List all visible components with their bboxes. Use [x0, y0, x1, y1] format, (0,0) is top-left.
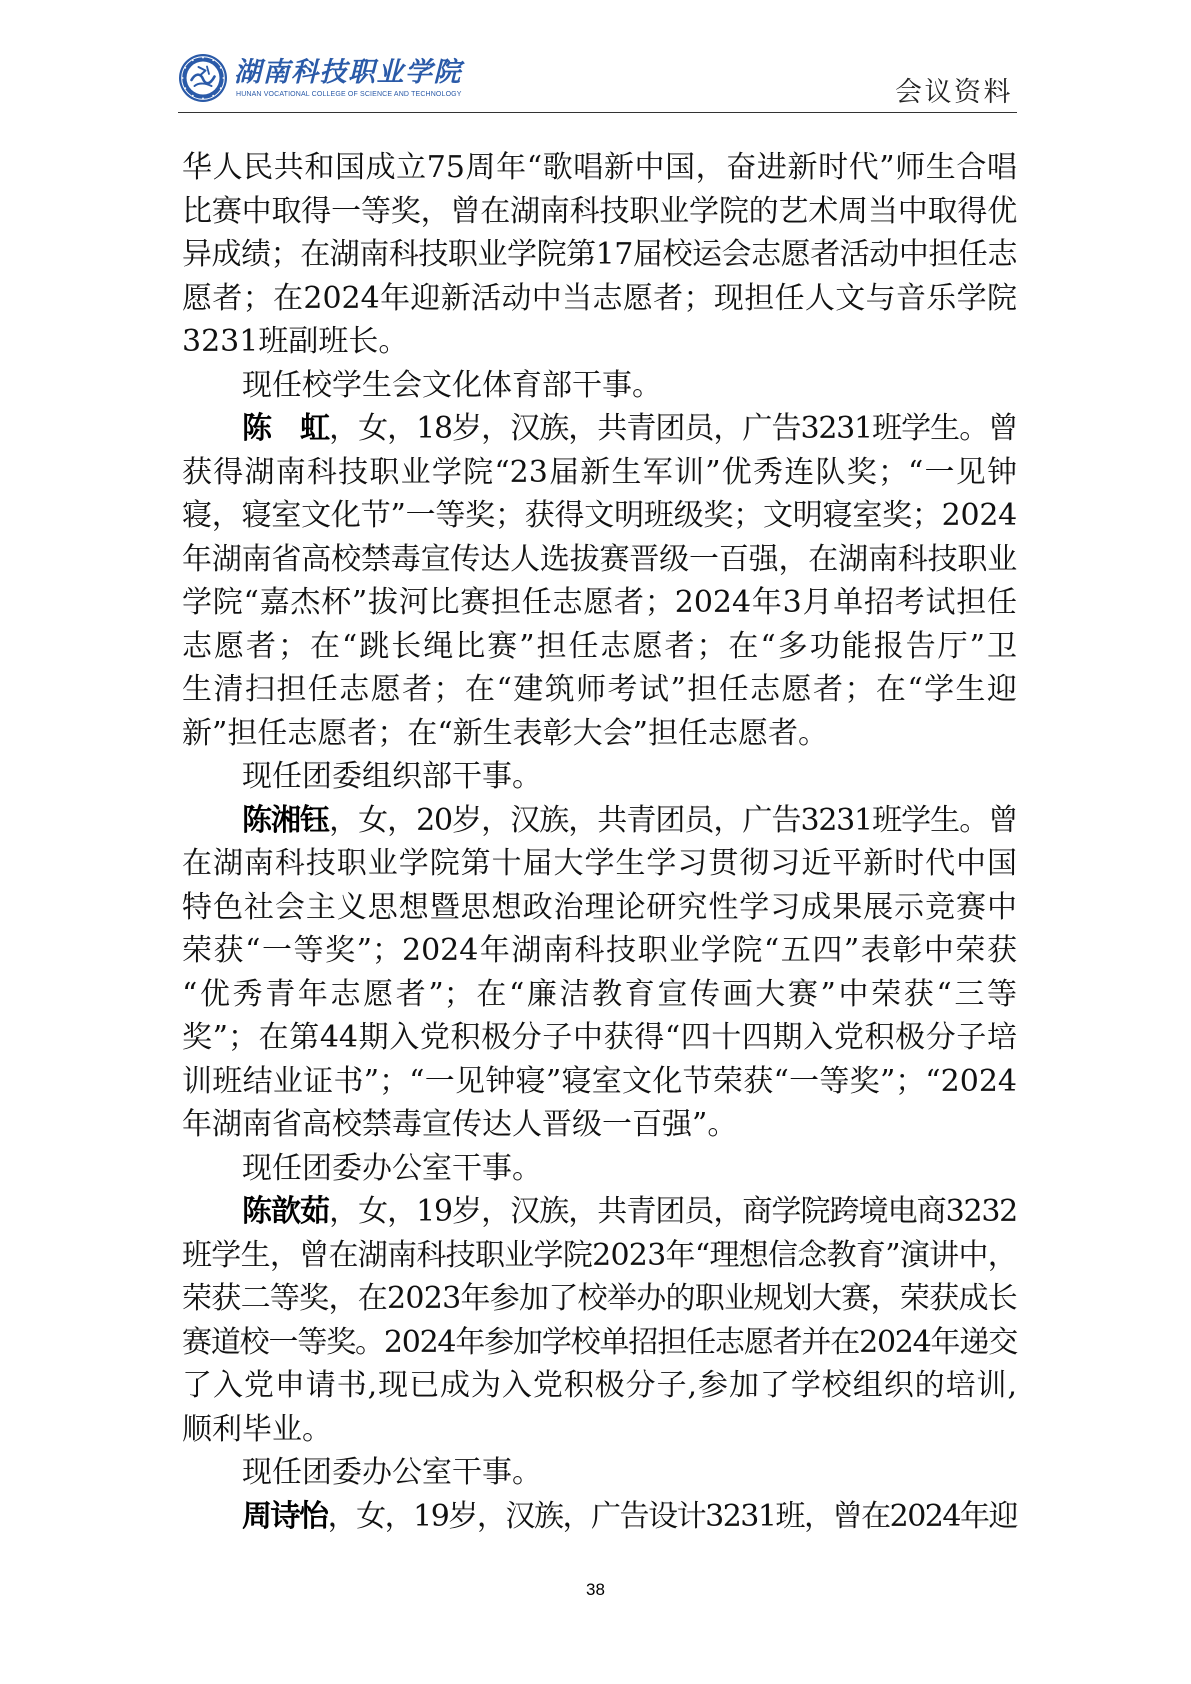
profile-paragraph	[182, 1190, 1017, 1451]
text-line: 生清扫担任志愿者；在“建筑师考试”担任志愿者；在“学生迎	[182, 672, 1017, 707]
text-line: 新”担任志愿者；在“新生表彰大会”担任志愿者。	[182, 715, 829, 751]
text-line: 训班结业证书”；“一见钟寝”寝室文化节荣获“一等奖”；“2024	[182, 1063, 1017, 1099]
text-line: 现任团委办公室干事。	[242, 1455, 542, 1490]
line-text: ，女，19岁，汉族，广告设计3231班，曾在2024年迎	[327, 1498, 1018, 1534]
text-line: 年湖南省高校禁毒宣传达人选拔赛晋级一百强，在湖南科技职业	[182, 541, 1017, 577]
text-line: 3231班副班长。	[182, 324, 409, 359]
line-text: ，女，18岁，汉族，共青团员，广告3231班学生。曾	[329, 411, 1017, 446]
text-line: 奖”；在第44期入党积极分子中获得“四十四期入党积极分子培	[182, 1020, 1017, 1055]
text-line: 现任团委办公室干事。	[242, 1150, 542, 1186]
text-line: 班学生，曾在湖南科技职业学院2023年“理想信念教育”演讲中，	[182, 1237, 1017, 1273]
text-line: 年湖南省高校禁毒宣传达人晋级一百强”。	[182, 1107, 738, 1142]
college-emblem-icon	[178, 53, 228, 103]
document-body	[182, 146, 1017, 1538]
person-name: 陈湘钰	[242, 802, 330, 838]
person-name: 陈 虹	[242, 411, 330, 446]
text-line: 学院“嘉杰杯”拔河比赛担任志愿者；2024年3月单招考试担任	[182, 585, 1017, 620]
text-line: 现任校学生会文化体育部干事。	[242, 367, 662, 403]
profile-paragraph	[182, 1495, 1017, 1539]
text-line: 了入党申请书,现已成为入党积极分子,参加了学校组织的培训,	[182, 1368, 1017, 1403]
person-name: 陈歆茹	[242, 1194, 330, 1229]
text-line: 荣获“一等奖”；2024年湖南科技职业学院“五四”表彰中荣获	[182, 933, 1017, 968]
profile-paragraph	[182, 407, 1017, 755]
line-text: ，女，20岁，汉族，共青团员，广告3231班学生。曾	[329, 802, 1017, 838]
text-line: 赛道校一等奖。2024年参加学校单招担任志愿者并在2024年递交	[182, 1324, 1017, 1360]
text-line	[182, 1190, 1017, 1234]
header-divider	[178, 112, 1017, 113]
document-label: 会议资料	[895, 77, 1013, 108]
paragraph	[182, 364, 1017, 408]
text-line	[182, 1495, 1017, 1539]
text-line: 志愿者；在“跳长绳比赛”担任志愿者；在“多功能报告厅”卫	[182, 628, 1017, 664]
person-name: 周诗怡	[242, 1498, 328, 1534]
text-line: 获得湖南科技职业学院“23届新生军训”优秀连队奖；“一见钟	[182, 454, 1017, 490]
line-text: ，女，19岁，汉族，共青团员，商学院跨境电商3232	[329, 1194, 1017, 1229]
paragraph	[182, 755, 1017, 799]
text-line: 荣获二等奖，在2023年参加了校举办的职业规划大赛，荣获成长	[182, 1281, 1017, 1316]
text-line	[182, 799, 1017, 843]
college-name-english: HUNAN VOCATIONAL COLLEGE OF SCIENCE AND TECHNOLOGY	[236, 91, 462, 98]
text-line	[182, 407, 1017, 451]
text-line: 现任团委组织部干事。	[242, 759, 542, 794]
text-line: 在湖南科技职业学院第十届大学生学习贯彻习近平新时代中国	[182, 846, 1017, 881]
text-line: 特色社会主义思想暨思想政治理论研究性学习成果展示竞赛中	[182, 889, 1017, 925]
college-name-logotype: 湖南科技职业学院	[234, 57, 462, 88]
paragraph	[182, 1451, 1017, 1495]
page-number: 38	[586, 1580, 605, 1599]
text-line: 寝，寝室文化节”一等奖；获得文明班级奖；文明寝室奖；2024	[182, 498, 1017, 533]
text-line: 愿者；在2024年迎新活动中当志愿者；现担任人文与音乐学院	[182, 280, 1017, 316]
text-line: 异成绩；在湖南科技职业学院第17届校运会志愿者活动中担任志	[182, 237, 1017, 272]
text-line: 华人民共和国成立75周年“歌唱新中国，奋进新时代”师生合唱	[182, 150, 1017, 185]
text-line: 比赛中取得一等奖，曾在湖南科技职业学院的艺术周当中取得优	[182, 193, 1017, 229]
paragraph	[182, 146, 1017, 364]
profile-paragraph	[182, 799, 1017, 1147]
paragraph	[182, 1147, 1017, 1191]
text-line: 顺利毕业。	[182, 1411, 332, 1447]
text-line: “优秀青年志愿者”；在“廉洁教育宣传画大赛”中荣获“三等	[182, 976, 1017, 1012]
